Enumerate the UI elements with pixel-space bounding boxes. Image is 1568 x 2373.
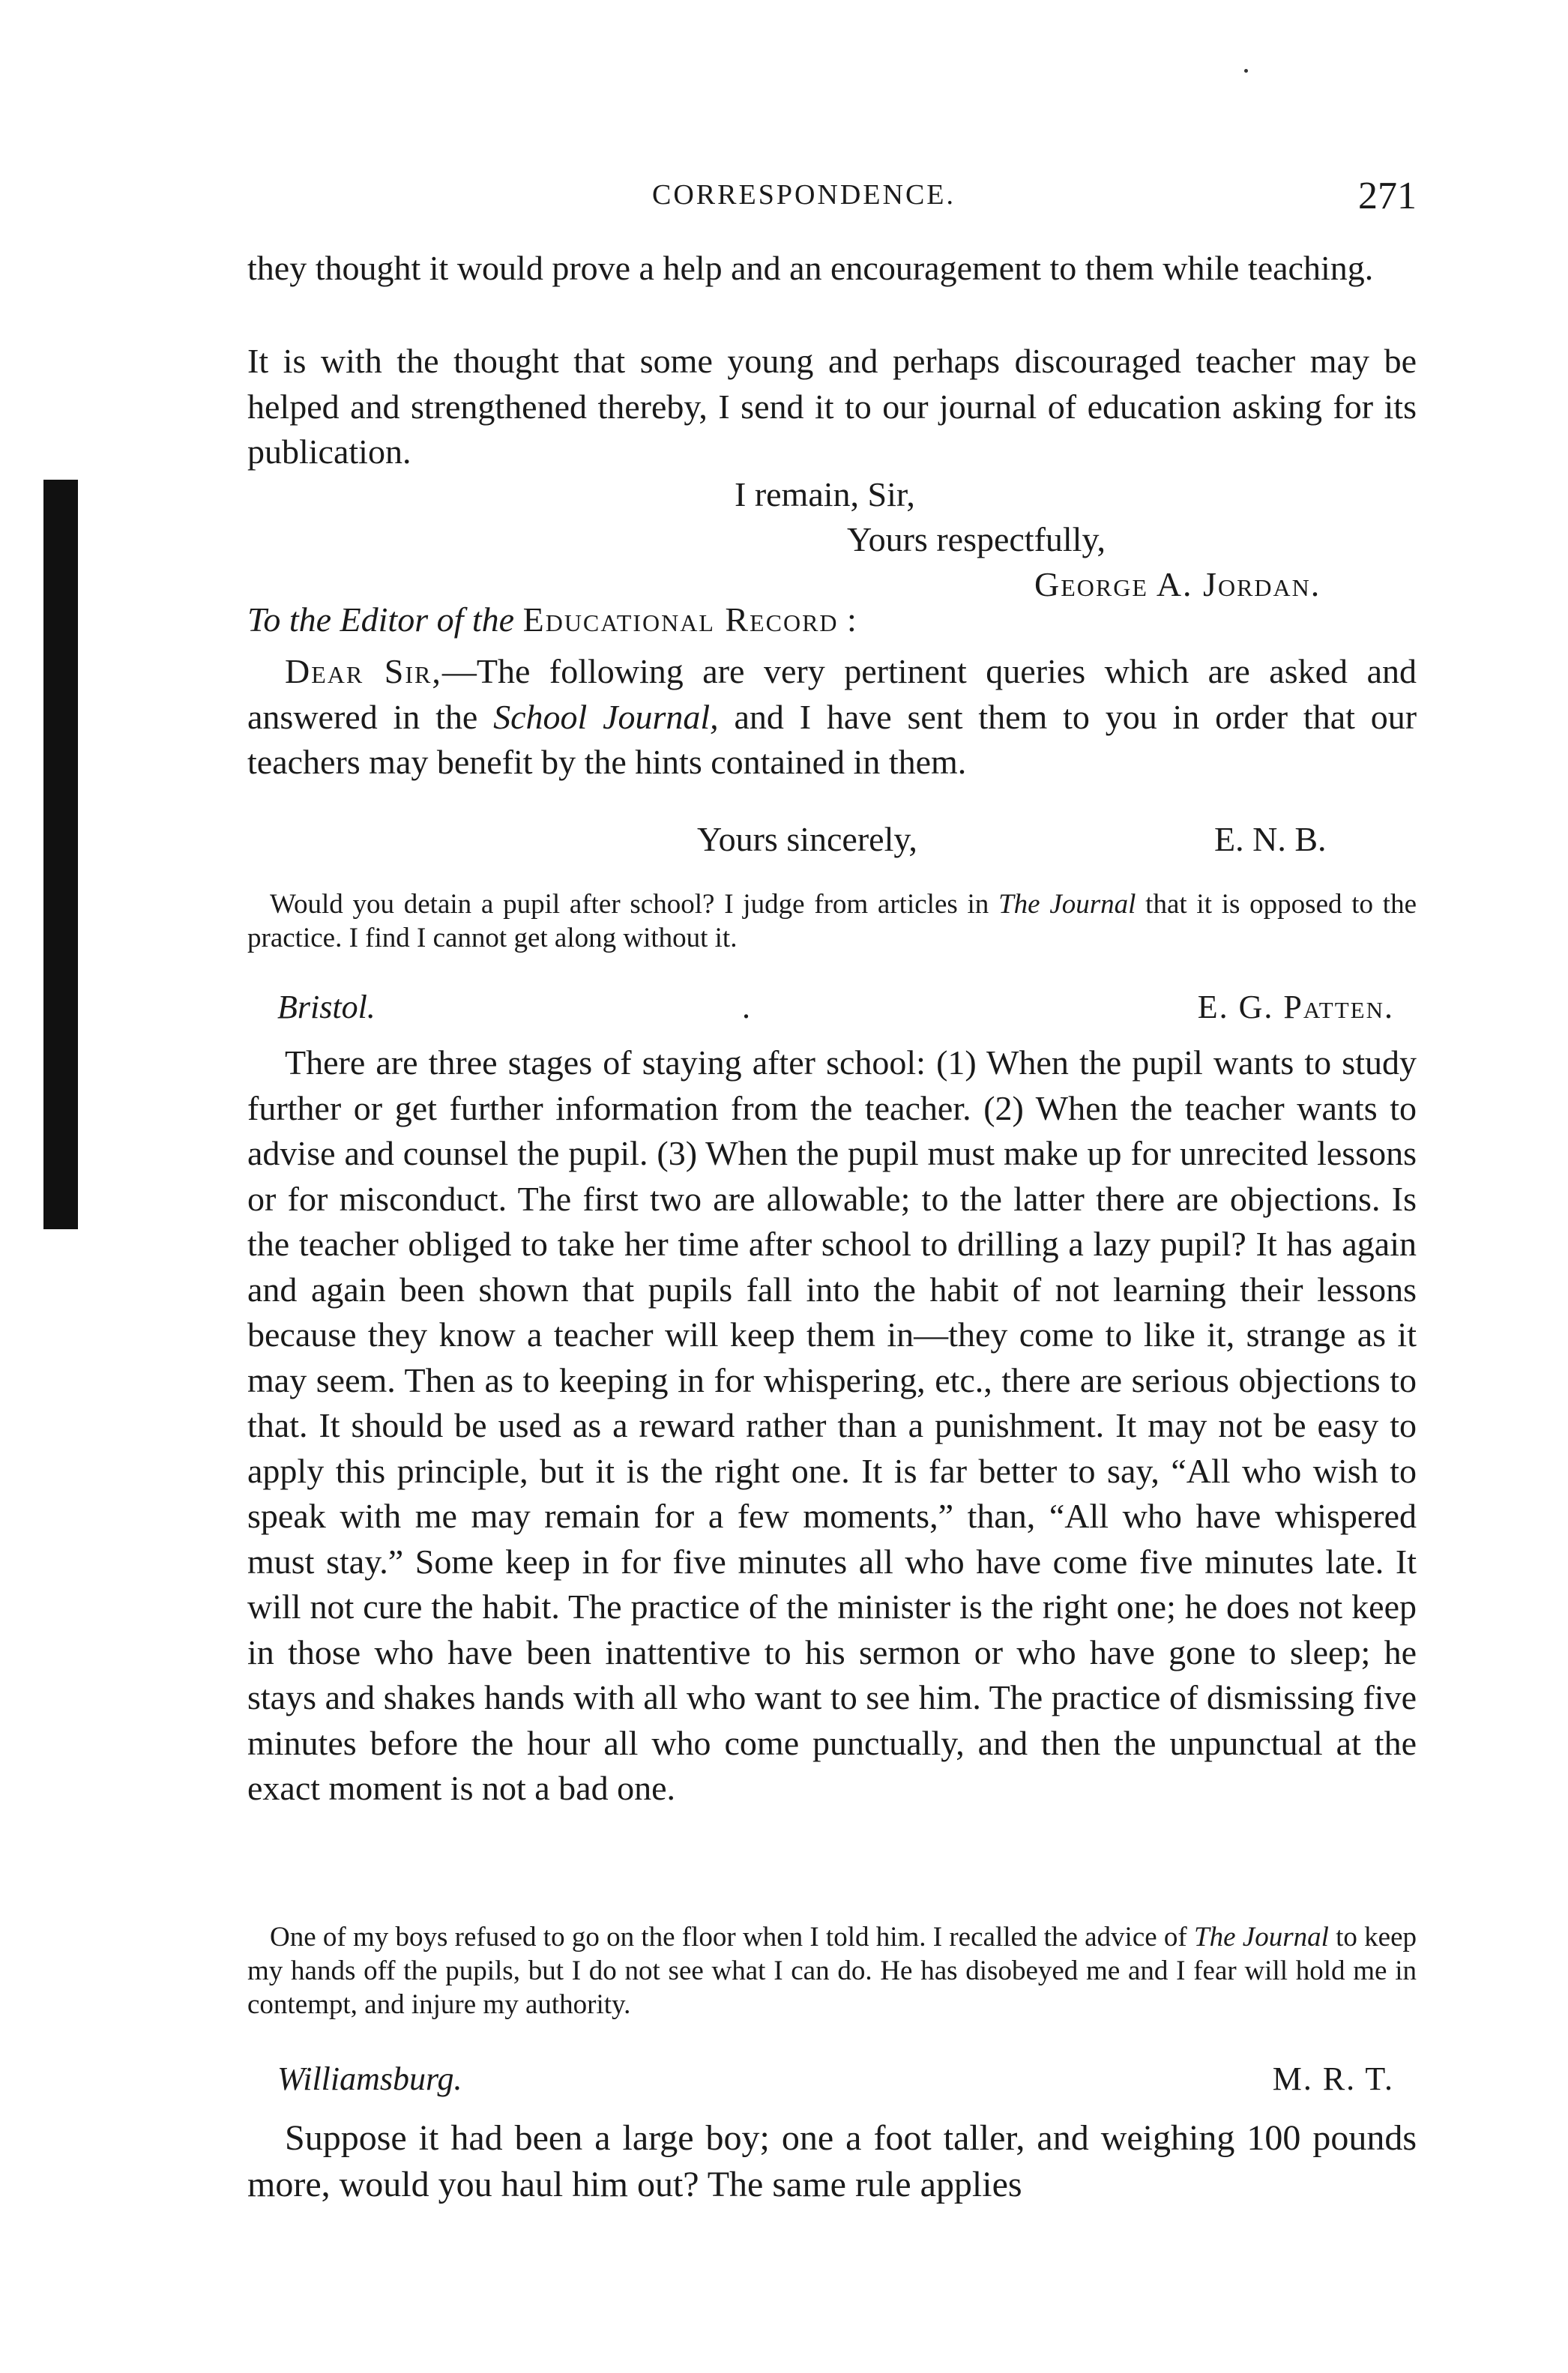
body-part1: —The following are very pertinent queries which are asked and answered in the [247, 652, 1417, 736]
letter2-initials: E. N. B. [1214, 820, 1327, 858]
query2-signature-row [247, 2060, 1417, 2097]
letter1-closing-remain: I remain, Sir, [735, 475, 915, 513]
address-italic: To the Editor of the [247, 600, 515, 639]
query2-italic: The Journal [1194, 1922, 1329, 1953]
query1-italic: The Journal [998, 889, 1136, 920]
running-head: CORRESPONDENCE. [652, 179, 956, 211]
address-colon: : [838, 600, 857, 639]
page-number: 271 [1358, 175, 1417, 217]
letter1-paragraph1: they thought it would prove a help and an encouragement to them while teaching. [247, 249, 1374, 287]
query2-place: Williamsburg. [277, 2060, 462, 2097]
query1-dot: . [742, 989, 750, 1025]
query2-text: One of my boys refused to go on the floor when I told him. I recalled the advice of The Journal to keep my hands off the pupils, but I do not see what I can do. He has disobeyed me and I fear will hold me in contempt, and injure my authority. [247, 1922, 1417, 2020]
ink-speck [1244, 69, 1248, 73]
query1-signature-row [247, 988, 1417, 1025]
answer2-text: Suppose it had been a large boy; one a foot taller, and weighing 100 pounds more, would you haul him out? The same rule applies [247, 2118, 1417, 2204]
letter1-closing-respectfully: Yours respectfully, [847, 520, 1106, 558]
letter1-paragraph2: It is with the thought that some young and perhaps discouraged teacher may be helped and strengthened thereby, I send it to our journal of education asking for its publication. [247, 342, 1417, 471]
address-record: Educational Record [522, 600, 839, 639]
answer1-text: There are three stages of staying after school: (1) When the pupil wants to study further or get further information from the teacher. (2) When the teacher wants to advise and counsel the pupil. (3) When the pupil must make up for unrecited lessons or for misconduct. The first two are allowable; to the latter there are objections. Is the teacher obliged to take her time after school to drilling a lazy pupil? It has again and again been shown that pupils fall into the habit of not learning their lessons because they know a teacher will keep them in—they come to like it, strange as it may seem. Then as to keeping in for whispering, etc., there are serious objections to that. It should be used as a reward rather than a punishment. It may not be easy to apply this principle, but it is the right one. It is far better to say, “All who wish to speak with me may remain for a few moments,” than, “All who have whispered must stay.” Some keep in for five minutes all who have come five minutes late. It will not cure the habit. The practice of the minister is the right one; he does not keep in those who have been inattentive to his sermon or who have gone to sleep; he stays and shakes hands with all who want to see him. The practice of dismissing five minutes before the hour all who come punctually, and then the unpunctual at the exact moment is not a bad one. [247, 1043, 1417, 1807]
body-italic: School Journal, [493, 697, 719, 736]
letter2-address [247, 600, 857, 639]
letter2-body [247, 649, 1417, 786]
letter2-closing: Yours sincerely, [697, 820, 917, 858]
query2-name: M. R. T. [1272, 2060, 1394, 2097]
binding-shadow [43, 480, 78, 1229]
query1-place: Bristol. [277, 989, 376, 1025]
page-header [247, 174, 1417, 226]
body-part2: and I have sent them to you in order that our teachers may benefit by the hints contained in them. [247, 697, 1417, 781]
query1-name: E. G. Patten. [1197, 989, 1394, 1025]
salutation: Dear Sir, [285, 652, 442, 690]
letter1-signature: George A. Jordan. [1034, 565, 1321, 603]
query1-text: Would you detain a pupil after school? I judge from articles in The Journal that it is opposed to the practice. I find I cannot get along without it. [247, 889, 1417, 953]
